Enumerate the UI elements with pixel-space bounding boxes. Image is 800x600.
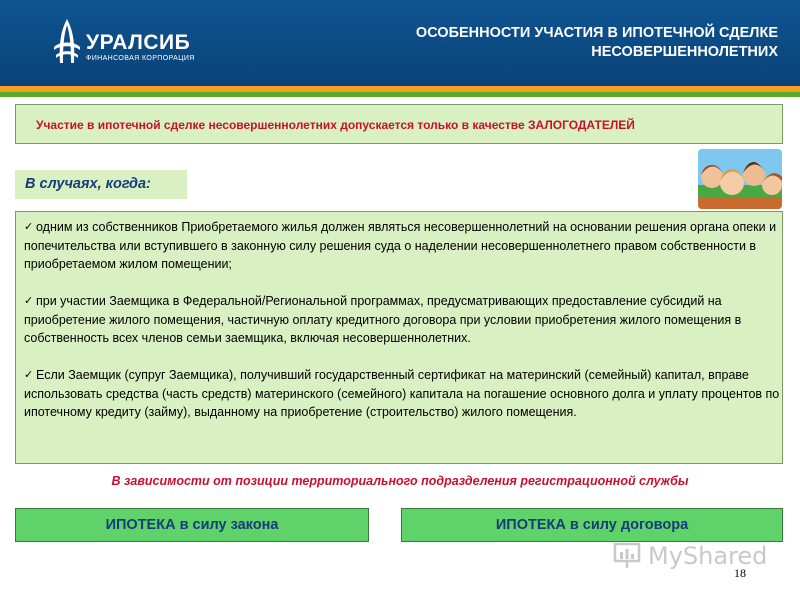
- logo-emblem-icon: [52, 17, 82, 65]
- conditions-list: [24, 218, 780, 422]
- checkmark-icon: ✓: [24, 369, 34, 381]
- condition-text: одним из собственников Приобретаемого жилья должен являться несовершеннолетний на основании решения органа опеки и попечительства или вступившего в законную силу решения суда о наделении несовершеннолетнего правом собственности в приобретаемом жилом помещении;: [24, 220, 777, 271]
- logo-subtitle: ФИНАНСОВАЯ КОРПОРАЦИЯ: [86, 55, 195, 62]
- page-number: 18: [734, 566, 746, 580]
- checkmark-icon: ✓: [24, 221, 34, 233]
- mortgage-by-law-box: ИПОТЕКА в силу закона: [15, 508, 369, 542]
- green-stripe: [0, 92, 800, 97]
- slide-title-line-2: НЕСОВЕРШЕННОЛЕТНИХ: [591, 44, 778, 60]
- condition-item: [24, 292, 780, 348]
- watermark-text: MyShared: [648, 542, 768, 570]
- checkmark-icon: ✓: [24, 295, 34, 307]
- header-bar: [0, 0, 800, 86]
- condition-item: [24, 218, 780, 274]
- cases-label: В случаях, когда:: [15, 170, 187, 199]
- conditions-box: [15, 211, 783, 464]
- slide-title: [258, 24, 778, 62]
- logo-name: УРАЛСИБ: [86, 31, 191, 54]
- presentation-icon: [612, 540, 642, 570]
- dependency-note: В зависимости от позиции территориального подразделения регистрационной службы: [111, 474, 689, 488]
- slide-title-line-1: ОСОБЕННОСТИ УЧАСТИЯ В ИПОТЕЧНОЙ СДЕЛКЕ: [415, 25, 778, 41]
- condition-item: [24, 366, 780, 422]
- notice-text: Участие в ипотечной сделке несовершеннолетних допускается только в качестве ЗАЛОГОДАТЕЛЕЙ: [36, 118, 635, 132]
- children-photo: [698, 149, 782, 209]
- mortgage-by-contract-box: ИПОТЕКА в силу договора: [401, 508, 783, 542]
- condition-text: Если Заемщик (супруг Заемщика), получивший государственный сертификат на материнский (семейный) капитал, вправе использовать средства (часть средств) материнского (семейного) капитала на погашение основного долга и уплату процентов по ипотечному кредиту (займу), выданному на приобретение (строительство) жилого помещения.: [24, 368, 780, 419]
- uralsib-logo: [52, 17, 202, 67]
- condition-text: при участии Заемщика в Федеральной/Региональной программах, предусматривающих предоставление субсидий на приобретение жилого помещения, частичную оплату кредитного договора при условии приобретения жилого помещения в собственность всех членов семьи заемщика, включая несовершеннолетних.: [24, 294, 742, 345]
- notice-box: [15, 104, 783, 144]
